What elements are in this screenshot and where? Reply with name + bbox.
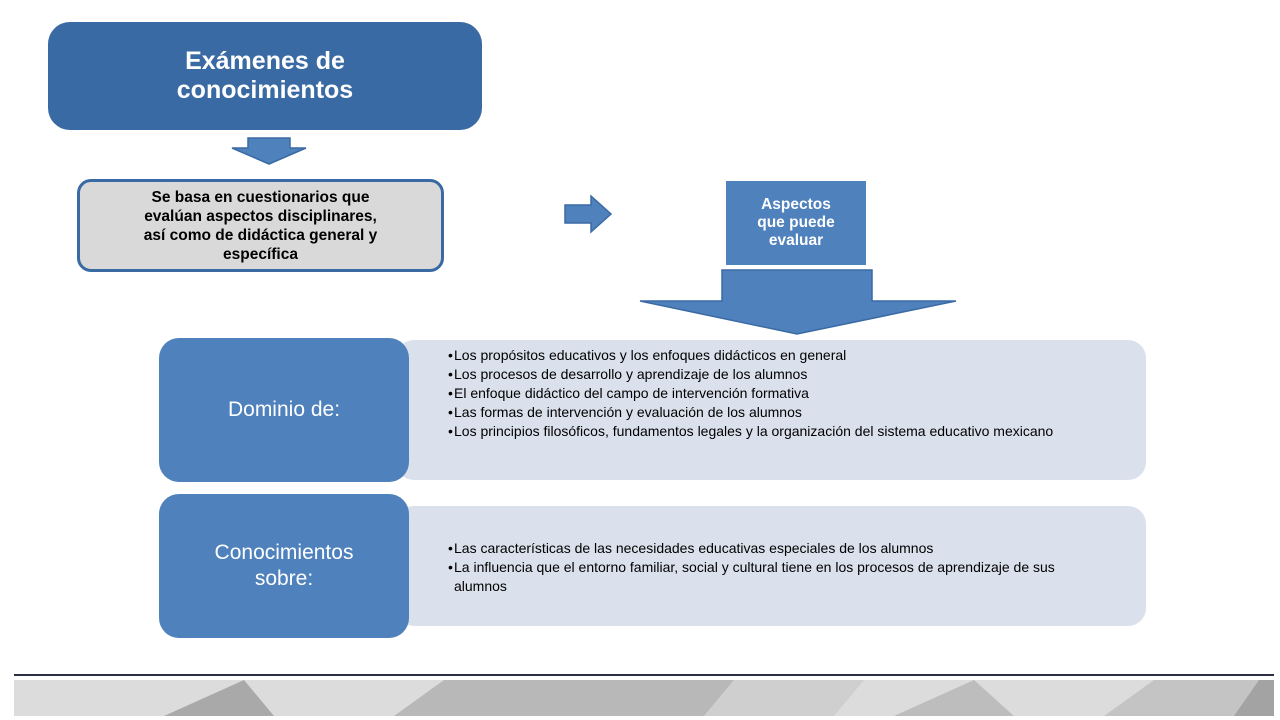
bullet: • (448, 347, 453, 363)
list-item (448, 539, 1086, 558)
bullet: • (448, 404, 453, 420)
dominio-label: Dominio de: (227, 398, 341, 421)
arrow-right-icon (563, 194, 613, 234)
bullet: • (448, 385, 453, 401)
title-line-2: conocimientos (176, 76, 354, 104)
list-item (448, 346, 1086, 365)
dominio-item-2: Los procesos de desarrollo y aprendizaje de los alumnos (454, 366, 808, 382)
basis-line-2: evalúan aspectos disciplinares, (144, 207, 377, 225)
footer-divider (14, 674, 1274, 676)
basis-line-1: Se basa en cuestionarios que (151, 188, 370, 206)
dominio-label-box (159, 338, 409, 482)
title-box (48, 22, 482, 130)
conocimientos-label-line-2: sobre: (254, 567, 314, 590)
list-item (448, 384, 1086, 403)
bullet: • (448, 540, 453, 556)
aspectos-line-2: que puede (757, 214, 835, 231)
list-item (448, 403, 1086, 422)
title-text (177, 47, 353, 105)
aspectos-line-1: Aspectos (761, 196, 831, 213)
arrow-down-large-icon (636, 268, 960, 336)
dominio-item-3: El enfoque didáctico del campo de intervención formativa (454, 385, 809, 401)
bullet: • (448, 366, 453, 382)
dominio-item-5: Los principios filosóficos, fundamentos legales y la organización del sistema educativo mexicano (454, 423, 1054, 439)
bullet: • (448, 559, 453, 575)
conocimientos-item-2: La influencia que el entorno familiar, social y cultural tiene en los procesos de aprendizaje de sus alumnos (454, 559, 1055, 594)
aspectos-box (726, 181, 866, 265)
conocimientos-item-1: Las características de las necesidades educativas especiales de los alumnos (454, 540, 934, 556)
conocimientos-label (215, 540, 354, 592)
basis-line-4: específica (223, 245, 298, 263)
dominio-list-panel (396, 340, 1146, 480)
arrow-down-small-icon (230, 137, 308, 165)
list-item (448, 422, 1086, 441)
dominio-item-4: Las formas de intervención y evaluación de los alumnos (454, 404, 802, 420)
basis-line-3: así como de didáctica general y (143, 226, 378, 244)
bullet: • (448, 423, 453, 439)
list-item (448, 365, 1086, 384)
aspectos-line-3: evaluar (768, 232, 824, 249)
basis-box (77, 179, 444, 272)
basis-text (144, 188, 377, 264)
dominio-item-1: Los propósitos educativos y los enfoques didácticos en general (454, 347, 847, 363)
aspectos-text (757, 196, 835, 250)
title-line-1: Exámenes de (185, 47, 345, 75)
conocimientos-list-panel (396, 506, 1146, 626)
footer-decoration (14, 680, 1274, 716)
conocimientos-label-line-1: Conocimientos (214, 541, 354, 564)
conocimientos-label-box (159, 494, 409, 638)
list-item (448, 558, 1086, 596)
